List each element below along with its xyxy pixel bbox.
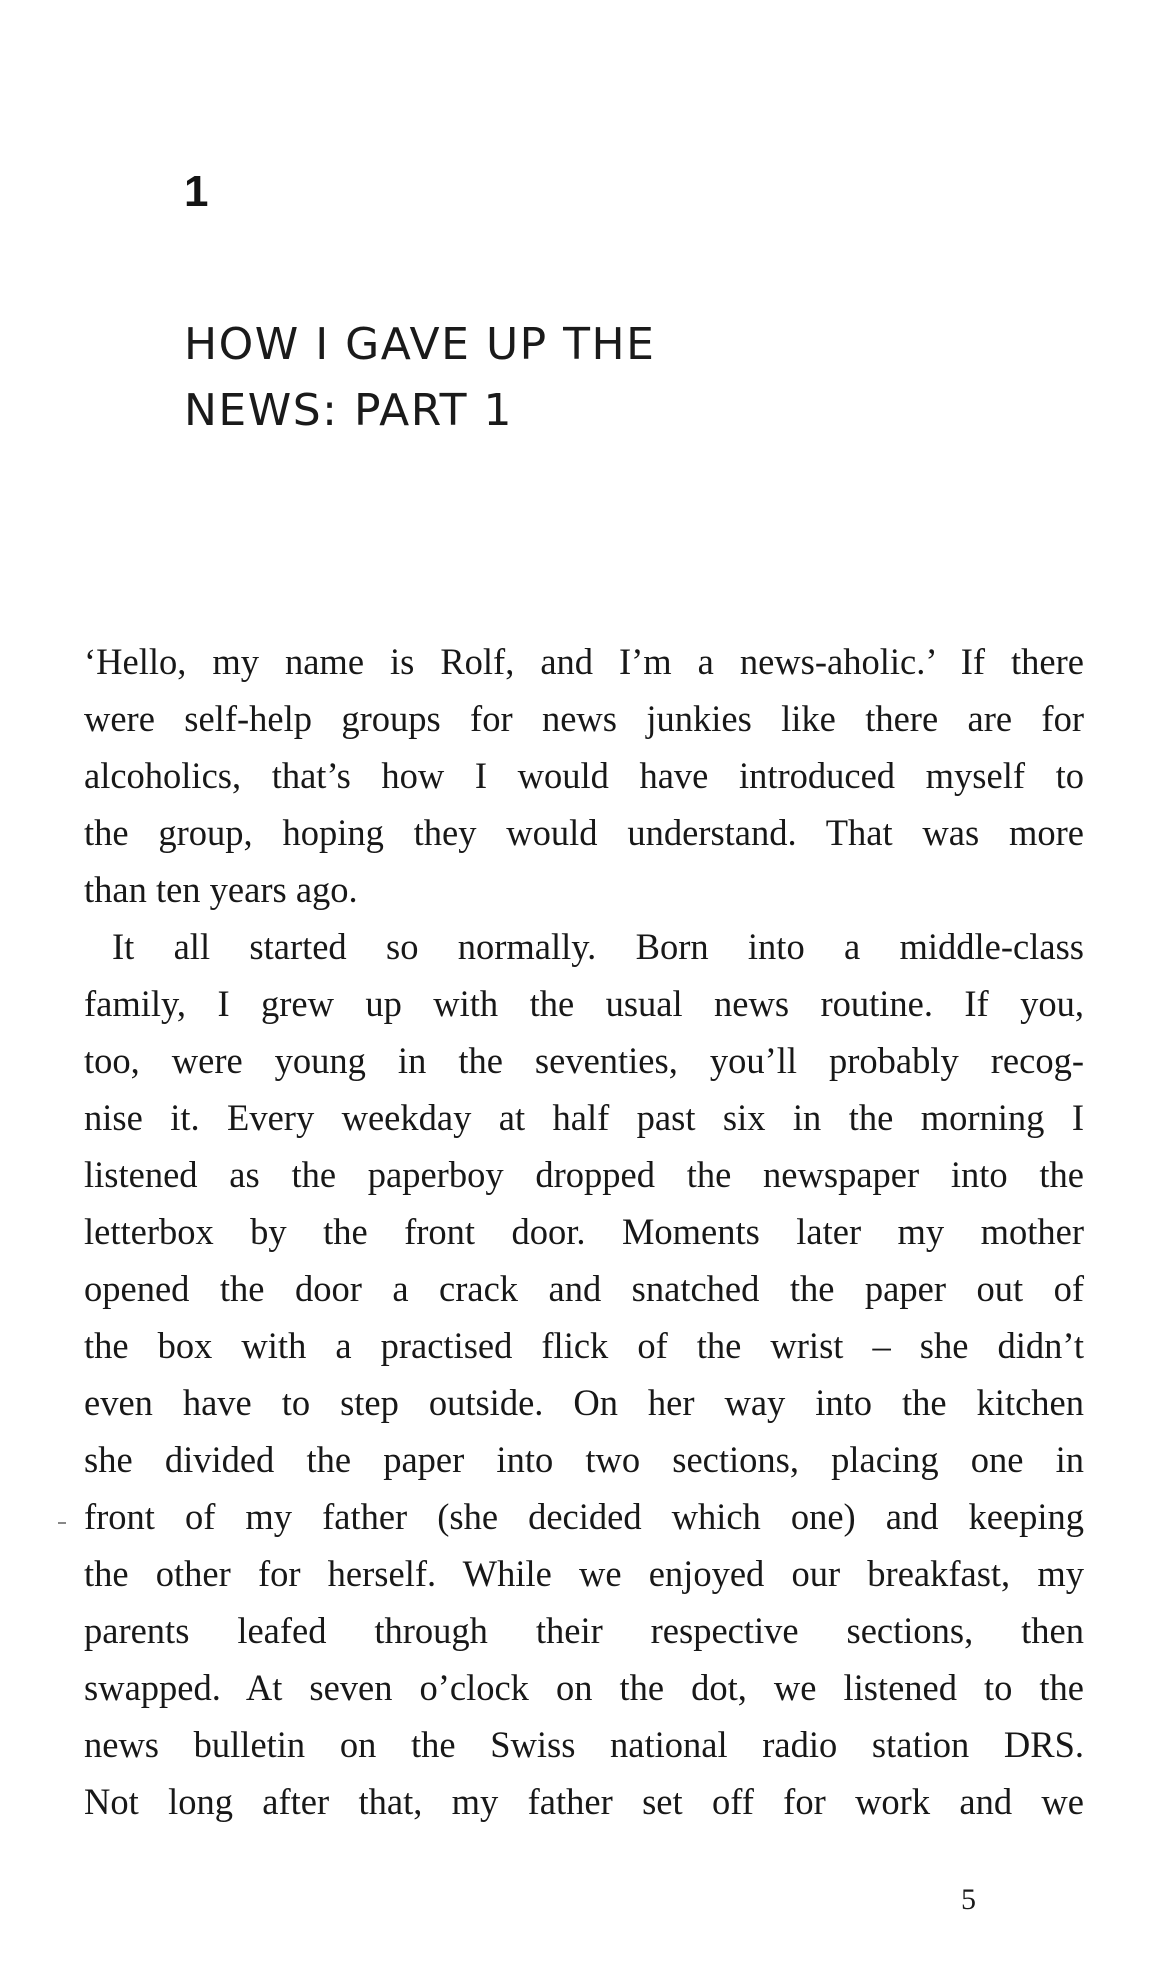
chapter-number: 1 — [184, 167, 209, 216]
text-line: news bulletin on the Swiss national radio station DRS. — [84, 1724, 1084, 1765]
text-line: than ten years ago. — [84, 869, 358, 910]
text-line: too, were young in the seventies, you’ll probably recog- — [84, 1040, 1084, 1081]
text-line: the other for herself. While we enjoyed our breakfast, my — [84, 1553, 1084, 1594]
text-line: family, I grew up with the usual news routine. If you, — [84, 983, 1084, 1024]
body-text — [84, 633, 1084, 1830]
text-line: Not long after that, my father set off for work and we — [84, 1781, 1084, 1822]
text-line: the group, hoping they would understand. That was more — [84, 812, 1084, 853]
text-line: were self-help groups for news junkies like there are for — [84, 698, 1084, 739]
chapter-title-line: HOW I GAVE UP THE — [184, 319, 656, 370]
text-line: nise it. Every weekday at half past six in the morning I — [84, 1097, 1084, 1138]
text-line: letterbox by the front door. Moments later my mother — [84, 1211, 1084, 1252]
page-number: 5 — [961, 1883, 976, 1916]
text-line: listened as the paperboy dropped the newspaper into the — [84, 1154, 1084, 1195]
text-line: swapped. At seven o’clock on the dot, we listened to the — [84, 1667, 1084, 1708]
text-line: she divided the paper into two sections, placing one in — [84, 1439, 1084, 1480]
text-line: the box with a practised flick of the wrist – she didn’t — [84, 1325, 1084, 1366]
text-line: parents leafed through their respective sections, then — [84, 1610, 1084, 1651]
text-line: It all started so normally. Born into a middle-class — [112, 926, 1084, 967]
text-line: ‘Hello, my name is Rolf, and I’m a news-aholic.’ If there — [84, 641, 1084, 682]
text-line: opened the door a crack and snatched the paper out of — [84, 1268, 1084, 1309]
text-line: alcoholics, that’s how I would have introduced myself to — [84, 755, 1084, 796]
chapter-title — [184, 312, 984, 444]
chapter-title-line: NEWS: PART 1 — [184, 385, 514, 436]
margin-mark — [58, 1522, 66, 1524]
text-line: even have to step outside. On her way into the kitchen — [84, 1382, 1084, 1423]
text-line: front of my father (she decided which one) and keeping — [84, 1496, 1084, 1537]
